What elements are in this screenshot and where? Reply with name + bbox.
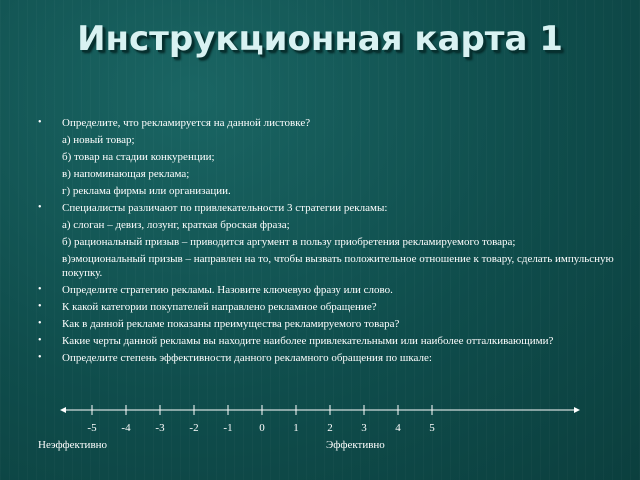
bullet-item xyxy=(38,283,628,297)
slide-title: Инструкционная карта 1 xyxy=(77,19,563,59)
scale-arrow-right xyxy=(574,407,580,413)
sub-item: б) товар на стадии конкуренции; xyxy=(62,151,215,163)
scale-arrow-left xyxy=(60,407,66,413)
scale-right-label: Эффективно xyxy=(326,439,385,451)
bullet-icon: • xyxy=(38,117,42,128)
bullet-text: Определите степень эффективности данного рекламного обращения по шкале: xyxy=(62,352,432,364)
bullet-icon: • xyxy=(38,284,42,295)
scale-tick-label: 5 xyxy=(429,422,435,434)
sub-item: а) слоган – девиз, лозунг, краткая броская фраза; xyxy=(62,219,290,231)
bullet-item xyxy=(38,317,628,331)
scale-axis xyxy=(60,404,580,422)
bullet-icon: • xyxy=(38,335,42,346)
effectiveness-scale xyxy=(60,404,580,434)
bullet-item xyxy=(38,300,628,314)
scale-tick-label: 4 xyxy=(395,422,401,434)
sub-item: б) рациональный призыв – приводится аргумент в пользу приобретения рекламируемого товара; xyxy=(62,236,516,248)
bullet-item xyxy=(38,351,628,365)
bullet-text: К какой категории покупателей направлено рекламное обращение? xyxy=(62,301,377,313)
bullet-icon: • xyxy=(38,301,42,312)
bullet-item xyxy=(38,201,628,215)
bullet-icon: • xyxy=(38,352,42,363)
scale-tick-label: 2 xyxy=(327,422,333,434)
scale-tick-label: -4 xyxy=(121,422,131,434)
sub-item: а) новый товар; xyxy=(62,134,135,146)
scale-tick-label: -5 xyxy=(87,422,97,434)
sub-item: в)эмоциональный призыв – направлен на то, чтобы вызвать положительное отношение к товару, сделать импульсную покупку. xyxy=(62,253,614,279)
scale-tick-label: 3 xyxy=(361,422,367,434)
bullet-text: Определите стратегию рекламы. Назовите ключевую фразу или слово. xyxy=(62,284,393,296)
bullet-item xyxy=(38,334,628,348)
instruction-list xyxy=(38,116,628,368)
scale-tick-label: -2 xyxy=(189,422,199,434)
scale-tick-label: 0 xyxy=(259,422,265,434)
scale-tick-label: -3 xyxy=(155,422,165,434)
bullet-icon: • xyxy=(38,318,42,329)
scale-tick-label: -1 xyxy=(223,422,233,434)
bullet-icon: • xyxy=(38,202,42,213)
sub-item: г) реклама фирмы или организации. xyxy=(62,185,231,197)
sub-item: в) напоминающая реклама; xyxy=(62,168,190,180)
bullet-text: Специалисты различают по привлекательности 3 стратегии рекламы: xyxy=(62,202,388,214)
bullet-text: Как в данной рекламе показаны преимущества рекламируемого товара? xyxy=(62,318,400,330)
scale-tick-label: 1 xyxy=(293,422,299,434)
scale-left-label: Неэффективно xyxy=(38,439,108,451)
bullet-text: Определите, что рекламируется на данной листовке? xyxy=(62,117,311,129)
bullet-text: Какие черты данной рекламы вы находите наиболее привлекательными или наиболее отталкивающими? xyxy=(62,335,554,347)
bullet-item xyxy=(38,116,628,130)
